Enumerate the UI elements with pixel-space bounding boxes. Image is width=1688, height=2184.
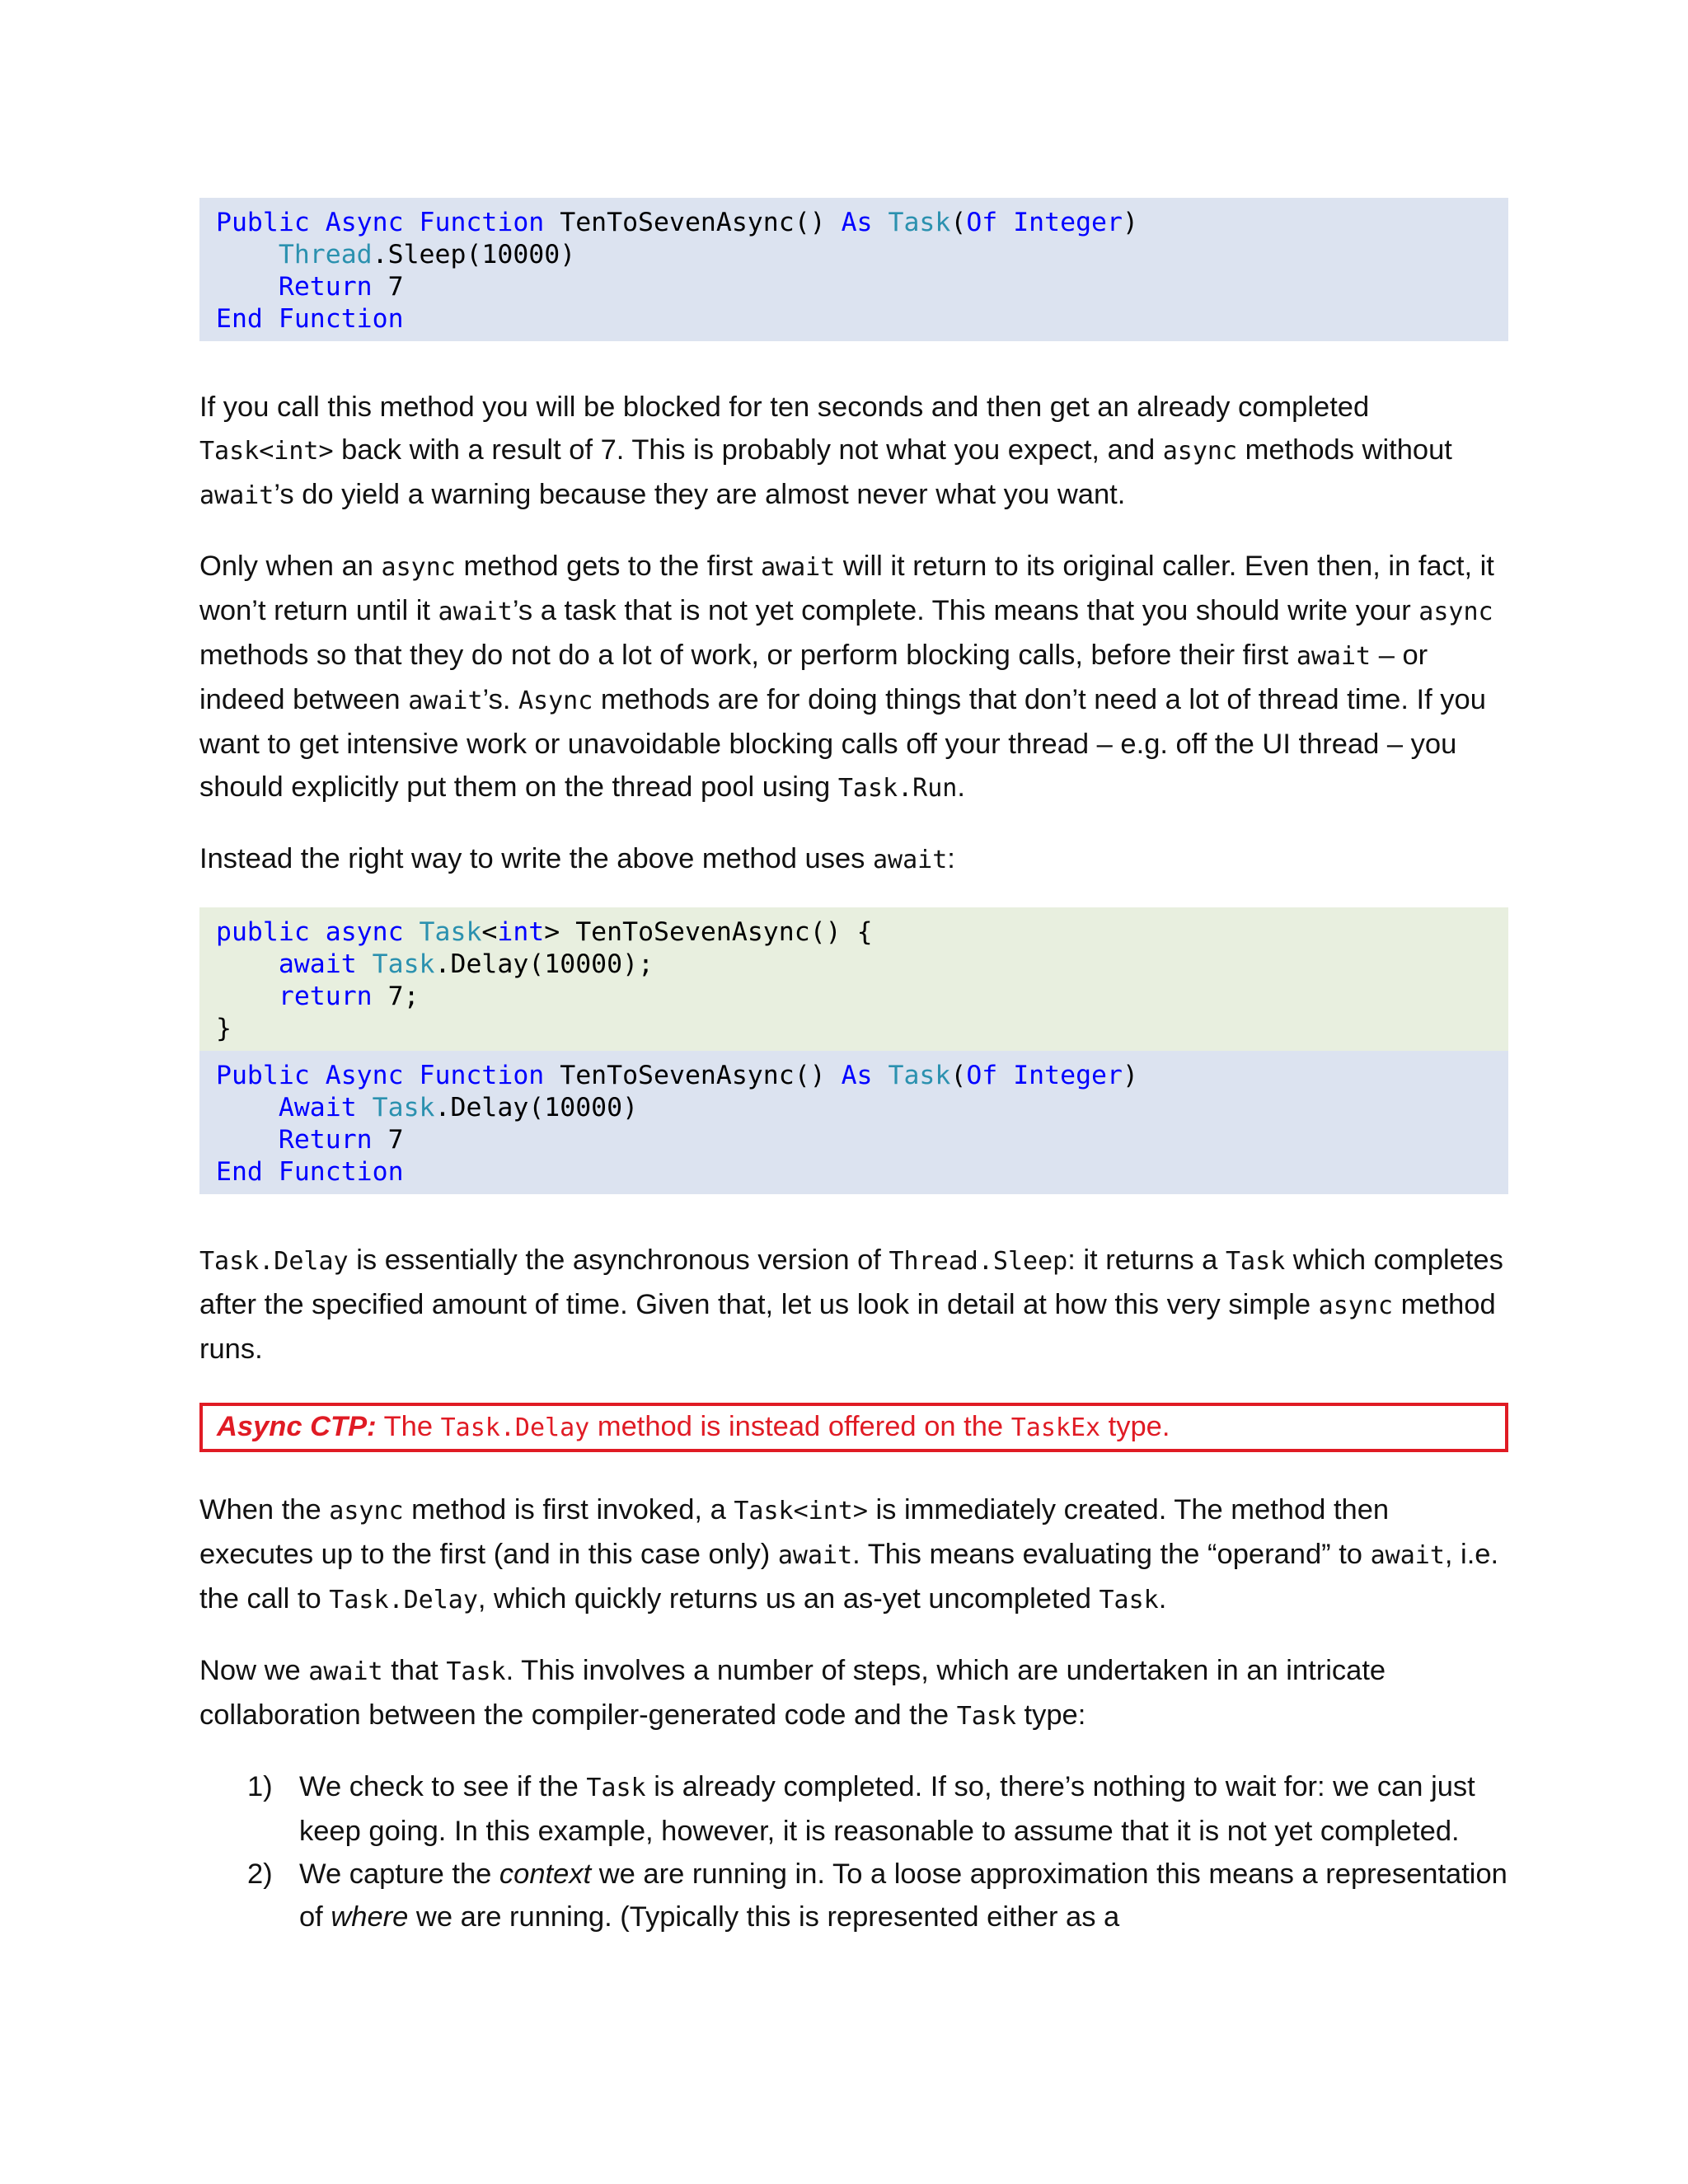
inline-code: Task: [586, 1774, 646, 1802]
inline-code: Task: [956, 1702, 1016, 1731]
inline-code: await: [1296, 642, 1372, 671]
inline-code: Thread.Sleep: [889, 1247, 1068, 1276]
code-line: [216, 981, 1492, 1013]
code-text: [216, 272, 279, 302]
text-run: is immediately created. The method then executes up to the first (and in this case only): [199, 1494, 1390, 1570]
inline-code: await: [308, 1657, 383, 1686]
inline-code: await: [438, 598, 513, 626]
code-text: [357, 949, 373, 979]
code-text: [216, 982, 279, 1011]
inline-code: Task.Delay: [329, 1586, 478, 1615]
code-text: [357, 1093, 373, 1122]
inline-code: Async: [518, 687, 593, 715]
text-run: method gets to the first: [455, 551, 761, 582]
text-run: : it returns a: [1067, 1244, 1226, 1276]
code-line: [216, 1156, 1492, 1188]
text-run: is already completed. If so, there’s nothing to wait for: we can just keep going. In this example, however, it is reasonable to assume that it is not yet completed.: [299, 1771, 1475, 1847]
code-text: TenToSevenAsync(): [544, 208, 842, 237]
code-keyword: Return: [278, 1125, 373, 1155]
code-keyword: Of Integer: [966, 208, 1123, 237]
text-run: . This involves a number of steps, which are undertaken in an intricate collaboration between the compiler-generated code and the: [199, 1655, 1386, 1731]
text-run: we are running in. To a loose approximation this means a representation of: [299, 1858, 1507, 1933]
text-run: will it return to its original caller. Even then, in fact, it won’t return until it: [199, 551, 1494, 626]
code-text: .Delay(10000);: [434, 949, 654, 979]
code-text: <: [481, 917, 498, 947]
paragraph-await-returns: [199, 545, 1508, 810]
note-lead: Async CTP:: [217, 1411, 377, 1442]
text-run: We check to see if the: [299, 1771, 587, 1802]
text-run: . This means evaluating the “operand” to: [852, 1539, 1371, 1570]
text-run: which completes after the specified amount of time. Given that, let us look in detail at how this very simple: [199, 1244, 1503, 1320]
code-keyword: End Function: [216, 1157, 404, 1187]
text-run: method is instead offered on the: [589, 1411, 1011, 1442]
code-text: ): [1122, 1061, 1138, 1090]
code-type: Task: [888, 208, 951, 237]
code-type: Task: [372, 949, 435, 979]
code-text: 7;: [372, 982, 420, 1011]
inline-code: Task<int>: [199, 437, 334, 466]
code-type: Task: [419, 917, 482, 947]
code-text: > TenToSevenAsync() {: [544, 917, 873, 947]
text-run: method is first invoked, a: [403, 1494, 734, 1526]
code-keyword: As: [841, 1061, 873, 1090]
text-run: that: [382, 1655, 447, 1686]
emphasis: context: [499, 1858, 592, 1890]
code-keyword: Of Integer: [966, 1061, 1123, 1090]
list-number: 1): [247, 1771, 273, 1802]
code-line: [216, 1060, 1492, 1092]
code-keyword: As: [841, 208, 873, 237]
code-text: .Sleep(10000): [372, 240, 576, 269]
code-line: [216, 916, 1492, 949]
emphasis: where: [331, 1901, 409, 1933]
text-run: method runs.: [199, 1289, 1496, 1365]
inline-code: async: [1418, 598, 1493, 626]
document-content: [199, 198, 1508, 1938]
text-run: methods so that they do not do a lot of work, or perform blocking calls, before their first: [199, 640, 1296, 671]
inline-code: Task.Delay: [440, 1413, 590, 1442]
code-keyword: Await: [278, 1093, 357, 1122]
code-line: [216, 271, 1492, 303]
inline-code: async: [1318, 1291, 1393, 1320]
text-run: When the: [199, 1494, 330, 1526]
inline-code: await: [199, 481, 274, 510]
code-text: [216, 1125, 279, 1155]
text-run: Instead the right way to write the above method uses: [199, 843, 873, 874]
code-text: [404, 917, 420, 947]
code-type: Thread: [278, 240, 373, 269]
text-run: type.: [1100, 1411, 1170, 1442]
paragraph-right-way: [199, 837, 1508, 882]
inline-code: Task: [1225, 1247, 1286, 1276]
inline-code: async: [329, 1497, 404, 1526]
code-line: [216, 949, 1492, 981]
inline-code: Task: [1099, 1586, 1159, 1615]
code-text: ): [1122, 208, 1138, 237]
text-run: back with a result of 7. This is probably not what you expect, and: [333, 434, 1163, 466]
code-line: [216, 207, 1492, 239]
text-run: ’s a task that is not yet complete. This means that you should write your: [512, 595, 1419, 626]
code-text: 7: [372, 272, 404, 302]
inline-code: Task<int>: [734, 1497, 868, 1526]
text-run: methods are for doing things that don’t need a lot of thread time. If you want to get intensive work or unavoidable blocking calls off your thread – e.g. off the UI thread – you should explicitly put them on the thread pool using: [199, 684, 1486, 803]
code-type: Task: [372, 1093, 435, 1122]
code-line: [216, 1124, 1492, 1156]
inline-code: async: [1162, 437, 1238, 466]
paragraph-task-delay: [199, 1239, 1508, 1371]
code-line: [216, 1013, 1492, 1045]
code-text: [873, 1061, 889, 1090]
text-run: ’s.: [482, 684, 518, 715]
text-run: type:: [1015, 1699, 1086, 1731]
paragraph-await-steps: [199, 1649, 1508, 1738]
code-text: 7: [372, 1125, 404, 1155]
code-line: [216, 239, 1492, 271]
text-run: is essentially the asynchronous version of: [348, 1244, 889, 1276]
text-run: , which quickly returns us an as-yet uncompleted: [477, 1583, 1100, 1615]
code-keyword: return: [278, 982, 373, 1011]
list-item: [199, 1853, 1508, 1938]
text-run: – or indeed between: [199, 640, 1428, 715]
list-number: 2): [247, 1858, 273, 1890]
code-keyword: End Function: [216, 304, 404, 334]
text-run: , i.e. the call to: [199, 1539, 1499, 1615]
paragraph-first-invoked: [199, 1488, 1508, 1622]
text-run: we are running. (Typically this is represented either as a: [408, 1901, 1120, 1933]
code-text: (: [950, 1061, 967, 1090]
code-text: [873, 208, 889, 237]
text-run: :: [947, 843, 955, 874]
code-text: (: [950, 208, 967, 237]
inline-code: await: [872, 846, 948, 874]
code-keyword: Return: [278, 272, 373, 302]
text-run: methods without: [1237, 434, 1452, 466]
text-run: The: [376, 1411, 441, 1442]
inline-code: Task.Delay: [199, 1247, 349, 1276]
code-text: }: [216, 1014, 232, 1043]
code-keyword: public async: [216, 917, 404, 947]
code-type: Task: [888, 1061, 951, 1090]
text-run: We capture the: [299, 1858, 499, 1890]
code-line: [216, 303, 1492, 335]
paragraph-blocking-explanation: [199, 386, 1508, 518]
inline-code: Task.Run: [837, 774, 958, 803]
text-run: .: [1158, 1583, 1167, 1615]
code-text: [216, 949, 279, 979]
inline-code: await: [760, 553, 836, 582]
inline-code: TaskEx: [1010, 1413, 1101, 1442]
text-run: Now we: [199, 1655, 309, 1686]
inline-code: await: [777, 1541, 853, 1570]
inline-code: await: [408, 687, 483, 715]
code-text: [216, 240, 279, 269]
text-run: ’s do yield a warning because they are almost never what you want.: [274, 479, 1126, 510]
inline-code: Task: [446, 1657, 506, 1686]
inline-code: await: [1370, 1541, 1445, 1570]
list-item: [199, 1765, 1508, 1853]
code-text: [216, 1093, 279, 1122]
code-block-vb-delay: [199, 1051, 1508, 1194]
code-keyword: await: [278, 949, 357, 979]
text-run: Only when an: [199, 551, 382, 582]
inline-code: async: [381, 553, 456, 582]
code-block-vb-sleep: [199, 198, 1508, 341]
code-text: .Delay(10000): [434, 1093, 639, 1122]
await-steps-list: [199, 1765, 1508, 1938]
text-run: If you call this method you will be blocked for ten seconds and then get an already completed: [199, 391, 1370, 423]
code-keyword: Public Async Function: [216, 208, 545, 237]
code-keyword: Public Async Function: [216, 1061, 545, 1090]
async-ctp-note: [199, 1403, 1508, 1452]
code-text: TenToSevenAsync(): [544, 1061, 842, 1090]
code-block-csharp-delay: [199, 907, 1508, 1051]
code-line: [216, 1092, 1492, 1124]
code-keyword: int: [497, 917, 545, 947]
text-run: .: [957, 771, 965, 803]
